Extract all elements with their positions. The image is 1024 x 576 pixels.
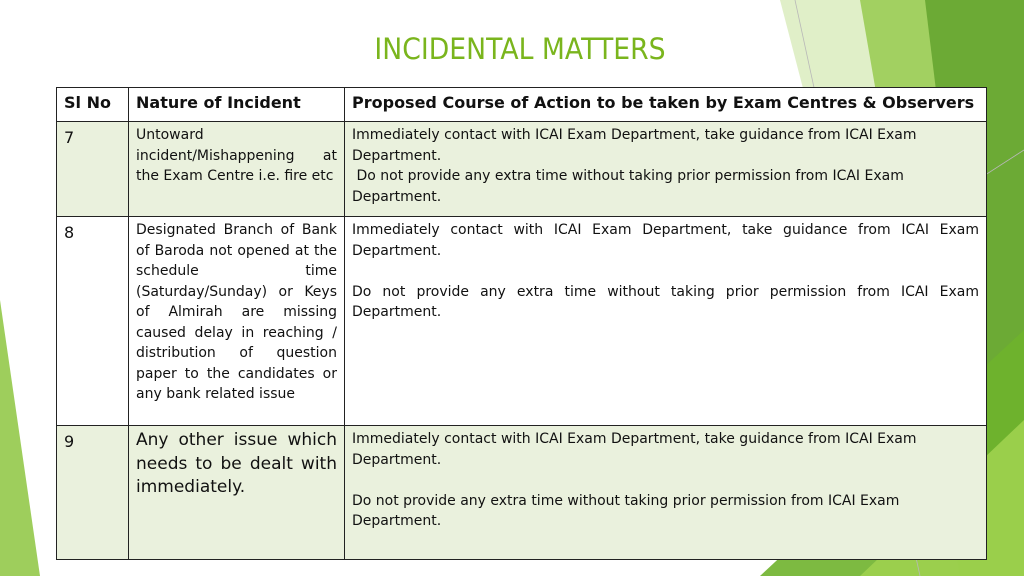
table-row: [57, 426, 987, 560]
action-contact: Immediately contact with ICAI Exam Department, take guidance from ICAI Exam Department.: [352, 222, 979, 259]
page-title: INCIDENTAL MATTERS: [374, 32, 666, 66]
left-green-stripe: [0, 300, 40, 576]
row-sl-no: 7: [57, 122, 129, 217]
header-action: Proposed Course of Action to be taken by Exam Centres & Observers: [345, 88, 987, 122]
header-sl-no: Sl No: [57, 88, 129, 122]
row-action: [345, 217, 987, 426]
row-nature: Designated Branch of Bank of Baroda not opened at the schedule time (Saturday/Sunday) or Keys of Almirah are missing caused delay in reaching / distribution of question paper to the candidates or any bank related issue: [129, 217, 345, 426]
row-action: [345, 122, 987, 217]
table-header-row: [57, 88, 987, 122]
action-no-extra-time: Do not provide any extra time without taking prior permission from ICAI Exam Department.: [352, 168, 909, 205]
header-nature: Nature of Incident: [129, 88, 345, 122]
action-no-extra-time: Do not provide any extra time without taking prior permission from ICAI Exam Department.: [352, 283, 979, 320]
table-row: [57, 217, 987, 426]
row-sl-no: 8: [57, 217, 129, 426]
action-contact: Immediately contact with ICAI Exam Department, take guidance from ICAI Exam Department.: [352, 127, 917, 164]
row-nature: Untoward incident/Mishappening at the Exam Centre i.e. fire etc: [129, 122, 345, 217]
row-sl-no: 9: [57, 426, 129, 560]
incident-table: [56, 87, 987, 560]
action-no-extra-time: Do not provide any extra time without taking prior permission from ICAI Exam Department.: [352, 492, 900, 529]
row-action: [345, 426, 987, 560]
action-contact: Immediately contact with ICAI Exam Department, take guidance from ICAI Exam Department.: [352, 431, 917, 468]
row-nature: Any other issue which needs to be dealt with immediately.: [129, 426, 345, 560]
table-row: [57, 122, 987, 217]
